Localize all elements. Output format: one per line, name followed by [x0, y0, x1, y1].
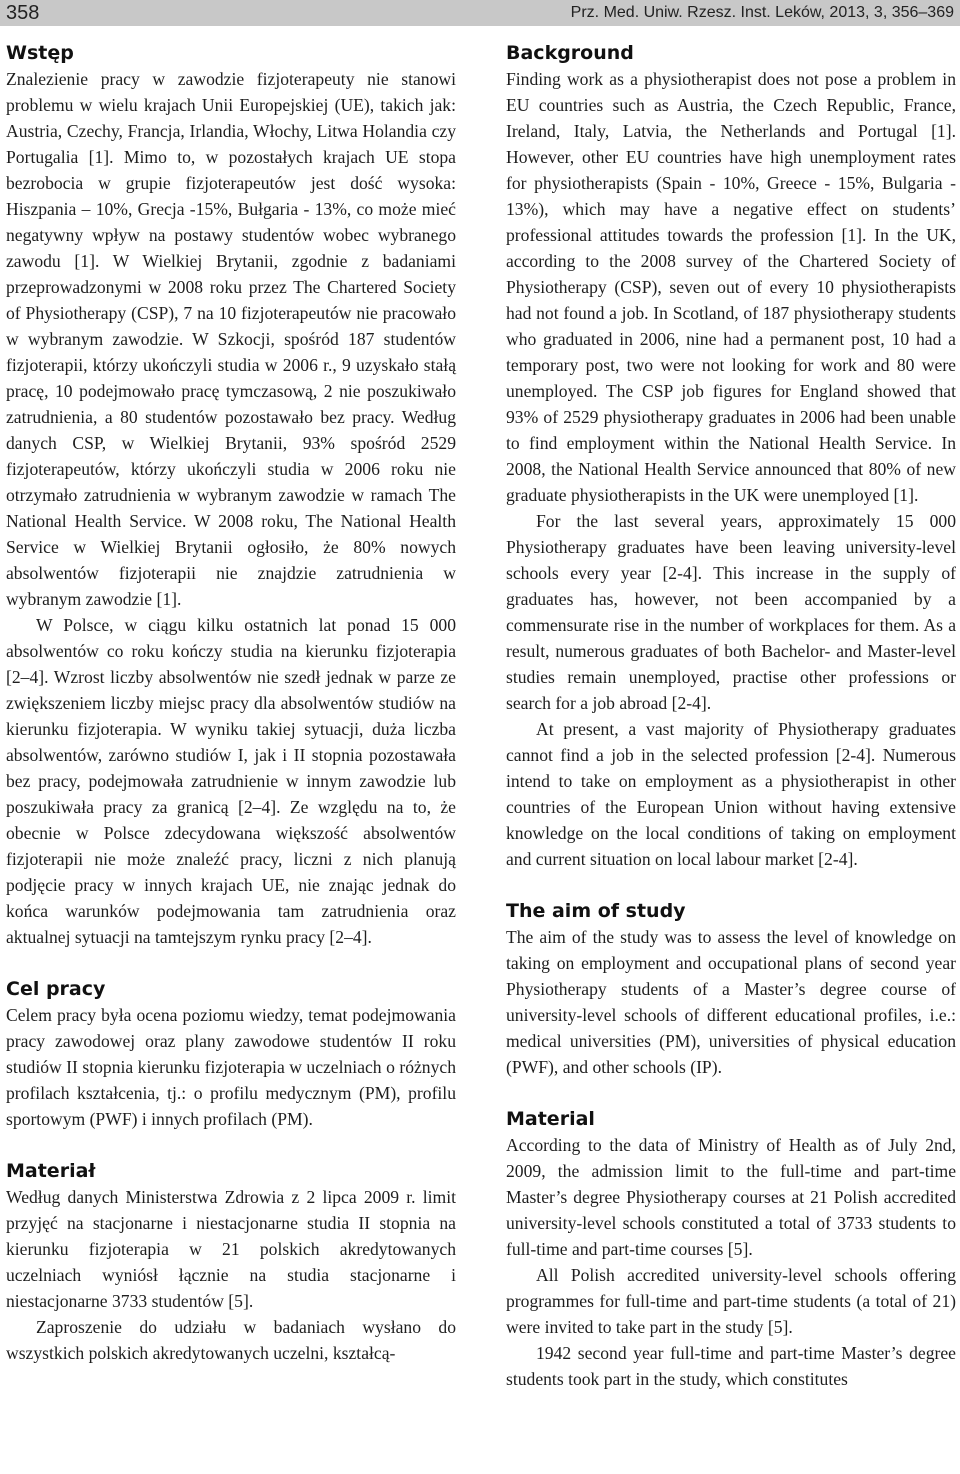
intro-paragraph-1: Znalezienie pracy w zawodzie fizjoterapeuty nie stanowi problemu w wielu krajach Unii Europejskiej (UE), takich jak: Austria, Czechy, Francja, Irlandia, Włochy, Litwa Holandia czy Portugalia [1]. Mimo to, w pozostałych krajach UE stopa bezrobocia w grupie fizjoterapeutów jest dość wysoka: Hiszpania – 10%, Grecja -15%, Bułgaria - 13%, co może mieć negatywny wpływ na postawy studentów wobec wybranego zawodu [1]. W Wielkiej Brytanii, zgodnie z badaniami przeprowadzonymi w 2008 roku przez The Chartered Society of Physiotherapy (CSP), 7 na 10 fizjoterapeutów nie pracowało w wybranym zawodzie. W Szkocji, spośród 187 studentów fizjoterapii, którzy ukończyli studia w 2006 r., 9 uzyskało stałą pracę, 10 podejmowało pracę tymczasową, 2 nie poszukiwało zatrudnienia, a 80 studentów pozostawało bez pracy. Według danych CSP, w Wielkiej Brytanii, 93% spośród 2529 fizjoterapeutów, którzy ukończyli studia w 2006 roku nie otrzymało zatrudnienia w wybranym zawodzie w ramach The National Health Service. W 2008 roku, The National Health Service w Wielkiej Brytanii ogłosiło, że 80% nowych absolwentów fizjoterapii nie znajdzie zatrudnienia w wybranym zawodzie [1].: [6, 69, 456, 609]
intro-paragraph-2: W Polsce, w ciągu kilku ostatnich lat ponad 15 000 absolwentów co roku kończy studia na kierunku fizjoterapia [2–4]. Wzrost liczby absolwentów nie szedł jednak w parze ze zwiększeniem liczby miejsc pracy dla absolwentów studiów na kierunku fizjoterapia. W wyniku takiej sytuacji, duża liczba absolwentów, zarówno studiów I, jak i II stopnia pozostawała bez pracy, podejmowała zatrudnienie w innym zawodzie lub poszukiwała pracy za granicą [2–4]. Ze względu na to, że obecnie w Polsce zdecydowana większość absolwentów fizjoterapii nie może znaleźć pracy, liczni z nich planują podjęcie pracy w innych krajach UE, nie znając jednak do końca warunków podejmowania tam zatrudnienia oraz aktualnej sytuacji na tamtejszym rynku pracy [2–4].: [6, 615, 456, 947]
material-paragraph-en-3: 1942 second year full-time and part-time Master’s degree students took part in the study, which constitutes: [506, 1343, 956, 1389]
intro-heading: Wstęp: [6, 42, 74, 64]
aim-heading: Cel pracy: [6, 978, 106, 1000]
material-paragraph-en-1: According to the data of Ministry of Health as of July 2nd, 2009, the admission limit to the full-time and part-time Master’s degree Physiotherapy courses at 21 Polish accredited university-level schools constituted a total of 3733 students to full-time and part-time courses [5].: [506, 1135, 956, 1259]
journal-citation: Prz. Med. Uniw. Rzesz. Inst. Leków, 2013, 3, 356–369: [570, 4, 954, 21]
aim-paragraph: Celem pracy była ocena poziomu wiedzy, temat podejmowania pracy zawodowej oraz plany zawodowe studentów II roku studiów II stopnia kierunku fizjoterapia w uczelniach o różnych profilach kształcenia, tj.: o profilu medycznym (PM), profilu sportowym (PWF) i innych profilach (PM).: [6, 1005, 456, 1129]
page-number: 358: [6, 2, 40, 24]
material-paragraph-1: Według danych Ministerstwa Zdrowia z 2 lipca 2009 r. limit przyjęć na stacjonarne i niestacjonarne studia II stopnia na kierunku fizjoterapia w 21 polskich akredytowanych uczelniach wyniósł łącznie na studia stacjonarne i niestacjonarne 3733 studentów [5].: [6, 1187, 456, 1311]
aim-of-study-heading: The aim of study: [506, 900, 686, 922]
aim-of-study-paragraph: The aim of the study was to assess the level of knowledge on taking on employment and occupational plans of second year Physiotherapy students of a Master’s degree course of university-level schools of different educational profiles, i.e.: medical universities (PM), universities of physical education (PWF), and other schools (IP).: [506, 927, 956, 1077]
material-heading-en: Material: [506, 1108, 595, 1130]
background-heading: Background: [506, 42, 634, 64]
material-heading: Materiał: [6, 1160, 96, 1182]
material-paragraph-2: Zaproszenie do udziału w badaniach wysłano do wszystkich polskich akredytowanych uczelni, kształcą-: [6, 1317, 456, 1363]
page-header: [0, 0, 960, 26]
background-paragraph-2: For the last several years, approximately 15 000 Physiotherapy graduates have been leaving university-level schools every year [2-4]. This increase in the supply of graduates has, however, not been accompanied by a commensurate rise in the number of workplaces for them. As a result, numerous graduates of both Bachelor- and Master-level studies remain unemployed, practise other professions or search for a job abroad [2-4].: [506, 511, 956, 713]
background-paragraph-1: Finding work as a physiotherapist does not pose a problem in EU countries such as Austria, the Czech Republic, France, Ireland, Italy, Latvia, the Netherlands and Portugal [1]. However, other EU countries have high unemployment rates for physiotherapists (Spain - 10%, Greece - 15%, Bulgaria - 13%), which may have a negative effect on students’ professional attitudes towards the profession [1]. In the UK, according to the 2008 survey of the Chartered Society of Physiotherapy (CSP), seven out of every 10 physiotherapists had not found a job. In Scotland, of 187 physiotherapy students who graduated in 2006, nine had a permanent post, 10 had a temporary post, two were not looking for work and 80 were unemployed. The CSP job figures for England showed that 93% of 2529 physiotherapy graduates in 2006 had been unable to find employment within the National Health Service. In 2008, the National Health Service announced that 80% of new graduate physiotherapists in the UK were unemployed [1].: [506, 69, 956, 505]
material-paragraph-en-2: All Polish accredited university-level schools offering programmes for full-time and part-time students (a total of 21) were invited to take part in the study [5].: [506, 1265, 956, 1337]
english-column: [506, 40, 956, 1392]
polish-column: [6, 40, 456, 1366]
background-paragraph-3: At present, a vast majority of Physiotherapy graduates cannot find a job in the selected profession [2-4]. Numerous intend to take on employment as a physiotherapist in other countries of the European Union without having extensive knowledge on the local conditions of taking on employment and current situation on local labour market [2-4].: [506, 719, 956, 869]
